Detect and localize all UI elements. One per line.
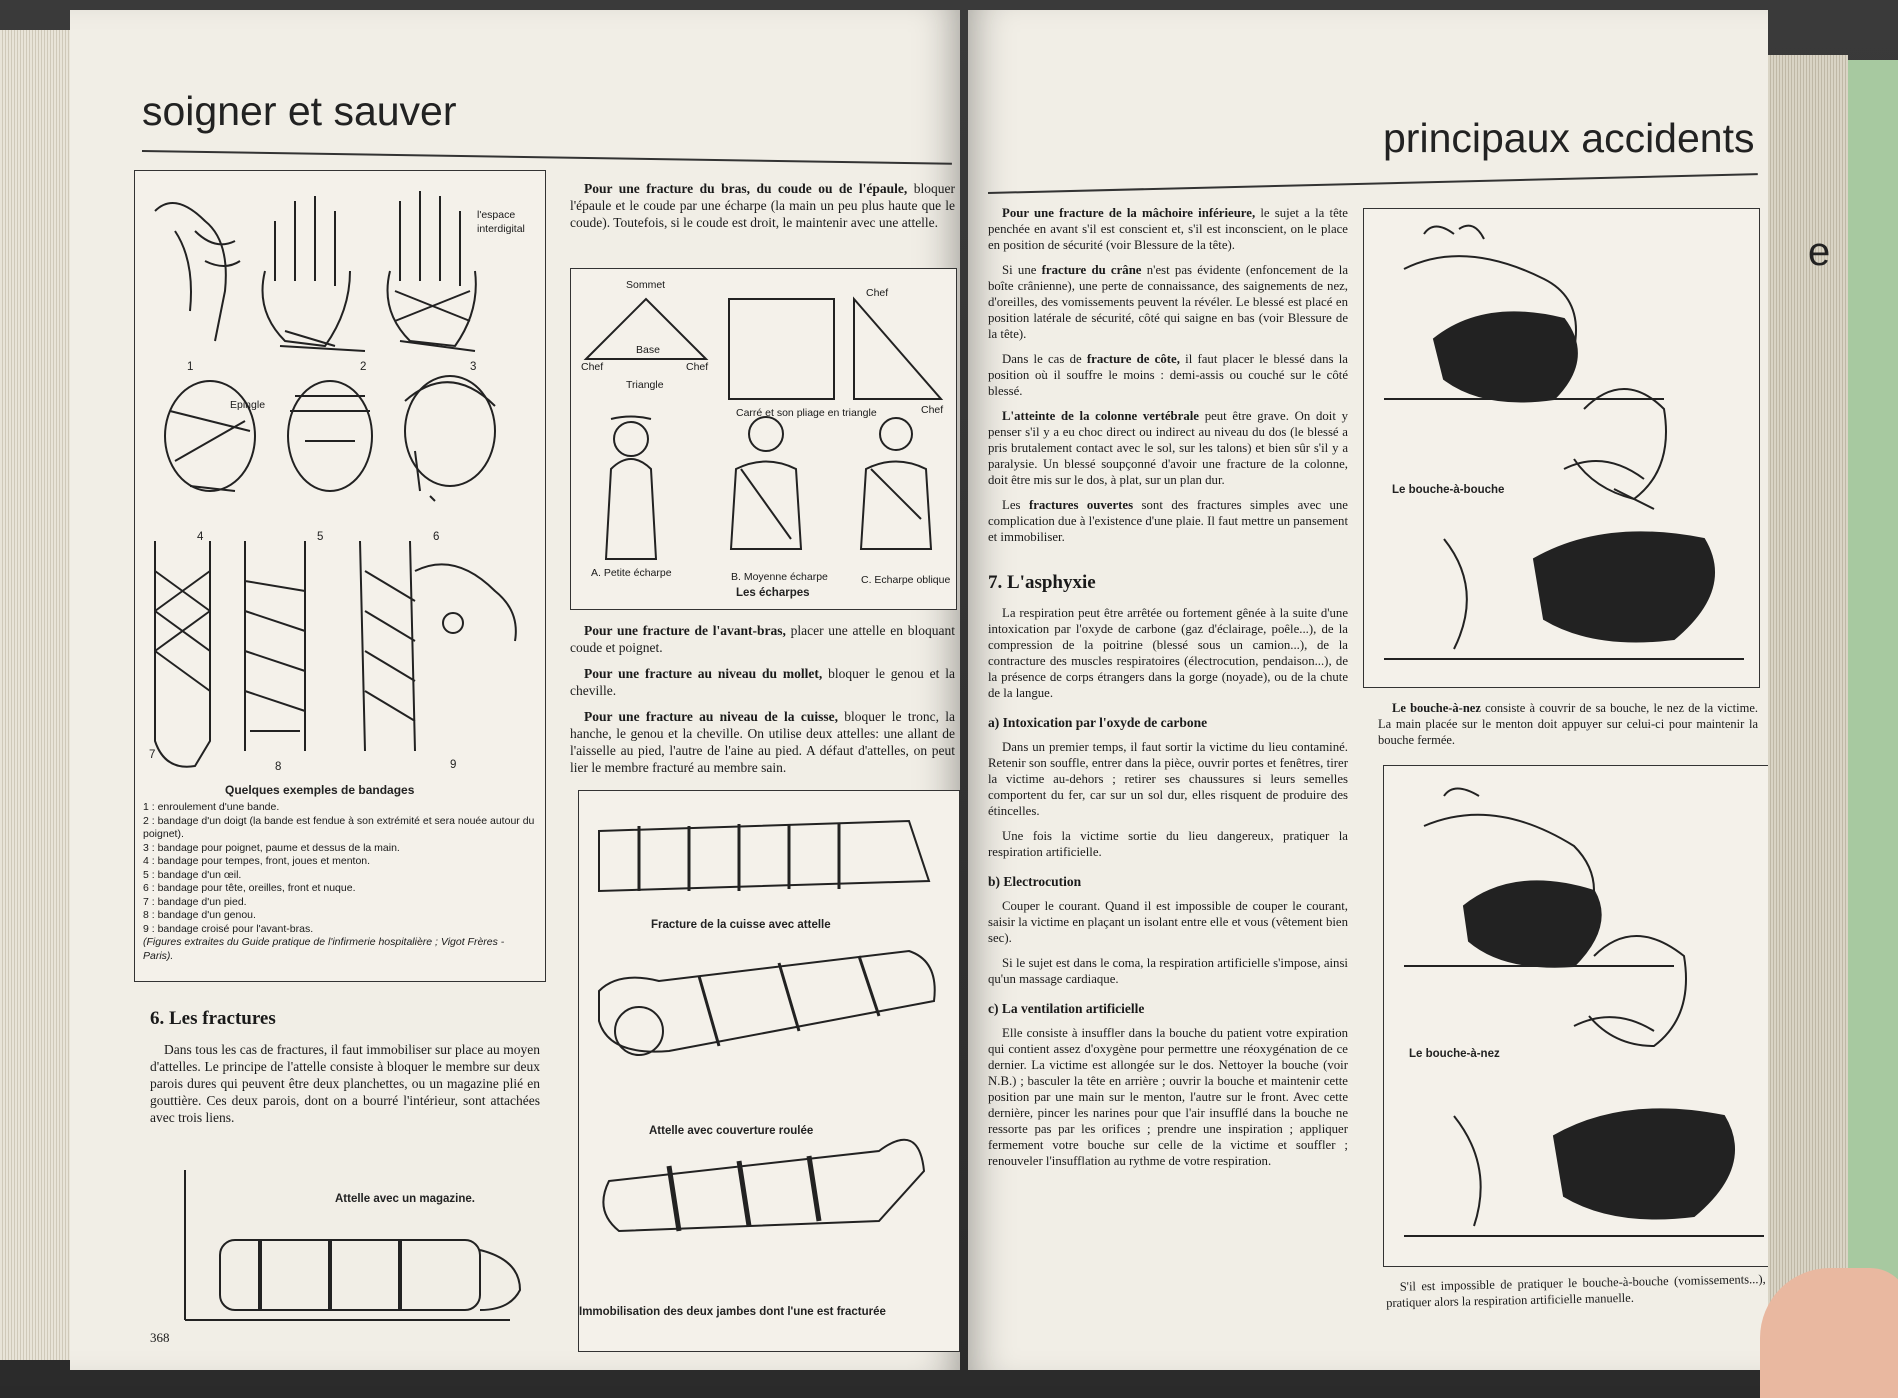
label-8: 8	[275, 761, 282, 773]
rp4-text: peut être grave. On doit y penser s'il y a eu choc direct ou indirect au niveau du dos (le blessé a pris brutalement contact avec le sol, sur les talons) et bien sûr s'il y a paralysie. Un blessé soupçonné d'avoir une fracture de la colonne, doit être mis sur le dos, à plat, sur un plan dur.	[988, 409, 1348, 487]
rp1-bold: Pour une fracture de la mâchoire inférieure,	[1002, 206, 1256, 220]
label-9: 9	[450, 759, 457, 771]
bouche-a-nez-figure	[1383, 765, 1768, 1267]
splint-figures-box	[578, 790, 960, 1352]
label-triangle: Triangle	[626, 379, 664, 391]
right-page	[968, 10, 1768, 1370]
fractures-section	[150, 1000, 540, 1135]
label-petite-echarpe: A. Petite écharpe	[591, 567, 672, 579]
page-number-left: 368	[150, 1330, 170, 1345]
label-sommet: Sommet	[626, 279, 666, 291]
asphyxie-heading: 7. L'asphyxie	[988, 572, 1096, 593]
rp5-bold: fractures ouvertes	[1028, 498, 1134, 512]
p4-text: bloquer le tronc, la hanche, le genou et la cheville. On utilise deux attelles: une allant de l'aisselle au pied, l'autre de l'aine au pied. A défaut d'attelles, on peut lier le membre fracturé au membre sain.	[570, 709, 955, 775]
legend-item: 9 : bandage croisé pour l'avant-bras.	[143, 922, 314, 935]
magazine-caption: Attelle avec un magazine.	[335, 1193, 475, 1205]
fig-couverture-caption: Attelle avec couverture roulée	[649, 1125, 814, 1137]
splint-illustrations	[579, 791, 959, 1351]
echarpes-title: Les écharpes	[736, 587, 810, 599]
callout-espace: l'espace interdigital	[477, 209, 525, 235]
label-5: 5	[317, 531, 324, 543]
ban-caption-text: consiste à couvrir de sa bouche, le nez de la victime. La main placée sur le menton doit appuyer sur celui-ci pour maintenir la bouche fermée.	[1378, 701, 1758, 747]
label-base: Base	[636, 344, 660, 356]
p1-bold: Pour une fracture du bras, du coude ou de l'épaule,	[584, 181, 908, 196]
bouche-a-bouche-figure	[1363, 208, 1760, 688]
label-carre: Carré et son pliage en triangle	[736, 407, 877, 419]
limb-fracture-text	[570, 622, 955, 785]
electrocution-body: Couper le courant. Quand il est impossible de couper le courant, saisir la victime en plaçant un isolant entre elle et vous (vêtement bien sec).	[988, 899, 1348, 945]
header-rule-left	[142, 150, 952, 164]
legend-item: 1 : enroulement d'une bande.	[143, 801, 280, 813]
legend-item: 6 : bandage pour tête, oreilles, front et nuque.	[143, 882, 356, 894]
rp5-pre: Les	[1002, 498, 1021, 512]
bandages-legend	[143, 801, 535, 963]
bottom-caption-text: S'il est impossible de pratiquer le bouche-à-bouche (vomissements...), pratiquer alors la respiration artificielle manuelle.	[1385, 1272, 1766, 1310]
bouche-a-bouche-label: Le bouche-à-bouche	[1392, 484, 1505, 496]
echarpes-figure-box	[570, 268, 957, 610]
intoxication-body-2: Une fois la victime sortie du lieu dangereux, pratiquer la respiration artificielle.	[988, 829, 1348, 859]
label-6: 6	[433, 531, 440, 543]
fig-cuisse-caption: Fracture de la cuisse avec attelle	[651, 919, 831, 931]
rp5-text: sont des fractures simples avec une complication due à l'existence d'une plaie. Il faut mettre un pansement et immobiliser.	[988, 498, 1348, 544]
left-page	[70, 10, 960, 1370]
asphyxie-body: La respiration peut être arrêtée ou fortement gênée à la suite d'une intoxication par l'oxyde de carbone (gaz d'éclairage, poêle...), de la compression de la poitrine (blessé sous un camion...), de la contracture des muscles respiratoires (électrocution, pendaison...), de la présence de corps étrangers dans la gorge (noyade), ou de la chute de la langue.	[988, 606, 1348, 700]
rp2-pre: Si une	[1002, 263, 1037, 277]
label-chef-3: Chef	[866, 287, 889, 299]
rp1-text: le sujet a la tête penchée en avant s'il est conscient et, s'il est inconscient, on le place en position de sécurité (voir Blessure de la tête).	[988, 206, 1348, 252]
page-edges-left	[0, 30, 72, 1360]
legend-item: 2 : bandage d'un doigt (la bande est fendue à son extrémité et sera nouée autour du poignet).	[143, 814, 535, 840]
label-1: 1	[187, 361, 194, 373]
legend-item: 4 : bandage pour tempes, front, joues et menton.	[143, 855, 371, 867]
rp3-pre: Dans le cas de	[1002, 352, 1082, 366]
p1-text: bloquer l'épaule et le coude par une écharpe (la main un peu plus haute que le coude). Toutefois, si le coude est droit, le maintenir avec une attelle.	[570, 181, 956, 230]
label-3: 3	[470, 361, 477, 373]
arm-fracture-text	[570, 180, 955, 240]
bandages-title: Quelques exemples de bandages	[225, 783, 415, 797]
legend-item: 5 : bandage d'un œil.	[143, 868, 242, 881]
header-rule-right	[988, 173, 1758, 193]
running-head-left: soigner et sauver	[142, 88, 457, 134]
intoxication-body: Dans un premier temps, il faut sortir la victime du lieu contaminé. Retenir son souffle, entrer dans la pièce, ouvrir portes et fenêtres, tirer la victime au-dehors ; retirer ses chaussures si leurs semelles comportent du fer, car sur un sol dur, elles risquent de produire des étincelles.	[988, 740, 1348, 818]
bouche-a-nez-label: Le bouche-à-nez	[1409, 1048, 1500, 1060]
label-moyenne-echarpe: B. Moyenne écharpe	[731, 571, 828, 583]
running-head-right: principaux accidents	[1383, 115, 1755, 161]
label-2: 2	[360, 361, 367, 373]
electrocution-heading: b) Electrocution	[988, 874, 1082, 889]
label-chef-2: Chef	[686, 361, 709, 373]
fractures-body: Dans tous les cas de fractures, il faut immobiliser sur place au moyen d'attelles. Le principe de l'attelle consiste à bloquer le membre sur deux parois dures qui peuvent être deux planchettes, ou un magazine plié en gouttière. Ces deux parois, dont on a bourré l'intérieur, sont attachées avec trois liens.	[150, 1042, 540, 1125]
bandages-figure-box	[134, 170, 546, 982]
ventilation-body: Elle consiste à insuffler dans la bouche du patient votre expiration qui contient assez d'oxygène pour permettre une réoxygénation de ce dernier. La victime est allongée sur le dos. Nettoyer la bouche (voir N.B.) ; basculer la tête en arrière ; ouvrir la bouche et maintenir cette position par une main sur le menton, l'autre sur le front. Avec cette dernière, pincer les narines pour que l'air insufflé dans la bouche ne ressorte pas par les orifices ; prendre une inspiration ; appliquer fermement votre bouche sur celle de la victime et souffler ; renouveler l'insufflation au rythme de votre respiration.	[988, 1026, 1348, 1168]
legend-item: 3 : bandage pour poignet, paume et dessus de la main.	[143, 841, 400, 854]
bouche-a-nez-caption	[1378, 700, 1758, 757]
rp3-text: il faut placer le blessé dans la position où il souffre le moins : demi-assis ou couché sur le côté blessé.	[988, 352, 1348, 398]
p4-bold: Pour une fracture au niveau de la cuisse,	[584, 709, 838, 724]
rp4-bold: L'atteinte de la colonne vertébrale	[1002, 409, 1199, 423]
ventilation-heading: c) La ventilation artificielle	[988, 1001, 1145, 1016]
right-text-column	[988, 205, 1348, 1178]
electrocution-body-2: Si le sujet est dans le coma, la respiration artificielle s'impose, ainsi qu'un massage cardiaque.	[988, 956, 1348, 986]
legend-source: (Figures extraites du Guide pratique de l'infirmerie hospitalière ; Vigot Frères - Paris).	[143, 936, 505, 962]
bouche-a-bouche-illustration	[1364, 209, 1759, 687]
rp3-bold: fracture de côte,	[1086, 352, 1180, 366]
ban-caption-bold: Le bouche-à-nez	[1392, 701, 1481, 715]
book-cover-edge	[1808, 60, 1898, 1360]
label-7: 7	[149, 749, 156, 761]
label-chef-1: Chef	[581, 361, 604, 373]
rp2-text: n'est pas évidente (enfoncement de la boîte crânienne), une perte de connaissance, des saignements de nez, d'oreilles, des vomissements peuvent la révéler. Le blessé est placé en position latérale de sécurité, côté qui saigne en bas (voir Blessure de la tête).	[988, 263, 1349, 341]
label-chef-4: Chef	[921, 404, 944, 416]
echarpes-illustrations	[571, 269, 956, 609]
p3-text: bloquer le genou et la cheville.	[570, 666, 955, 698]
p2-bold: Pour une fracture de l'avant-bras,	[584, 623, 786, 638]
callout-epingle: Epingle	[230, 399, 266, 411]
thumb	[1760, 1268, 1898, 1398]
edge-letter: e	[1808, 230, 1831, 274]
fig-jambes-caption: Immobilisation des deux jambes dont l'une est fracturée	[579, 1306, 886, 1318]
intoxication-heading: a) Intoxication par l'oxyde de carbone	[988, 715, 1208, 730]
p2-text: placer une attelle en bloquant coude et poignet.	[570, 623, 955, 655]
rp2-bold: fracture du crâne	[1041, 263, 1142, 277]
label-4: 4	[197, 531, 204, 543]
bottom-caption	[1386, 1271, 1767, 1320]
p3-bold: Pour une fracture au niveau du mollet,	[584, 666, 823, 681]
legend-item: 8 : bandage d'un genou.	[143, 909, 256, 921]
legend-item: 7 : bandage d'un pied.	[143, 895, 247, 908]
magazine-splint-illustration	[180, 1160, 540, 1340]
label-echarpe-oblique: C. Echarpe oblique	[861, 574, 951, 586]
fractures-heading: 6. Les fractures	[150, 1008, 276, 1029]
bouche-a-nez-illustration	[1384, 766, 1768, 1266]
